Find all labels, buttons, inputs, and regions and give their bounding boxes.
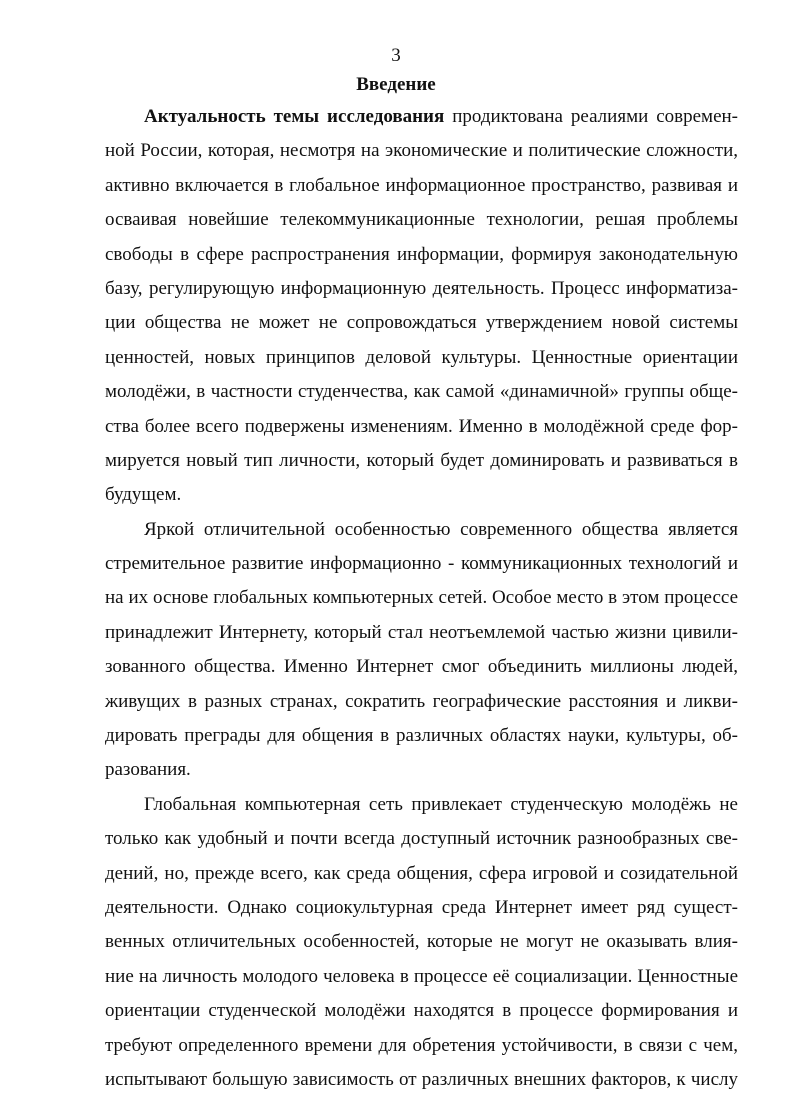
text-line: базу, регулирующую информационную деятельность. Процесс информатиза- bbox=[105, 277, 738, 299]
text-line: ции общества не может не сопровождаться утверждением новой системы bbox=[105, 312, 738, 334]
text-line: ние на личность молодого человека в процессе её социализации. Ценностные bbox=[105, 965, 738, 987]
text-line: испытывают большую зависимость от различных внешних факторов, к числу bbox=[105, 1068, 738, 1090]
text-line: Глобальная компьютерная сеть привлекает студенческую молодёжь не bbox=[144, 793, 738, 815]
text-line: ориентации студенческой молодёжи находятся в процессе формирования и bbox=[105, 1000, 738, 1022]
text-line bbox=[105, 100, 738, 134]
text-line: дений, но, прежде всего, как среда общения, сфера игровой и созидательной bbox=[105, 862, 738, 884]
bold-phrase: Актуальность темы исследования bbox=[144, 106, 445, 127]
text-line: стремительное развитие информационно - коммуникационных технологий и bbox=[105, 553, 738, 575]
text-line: живущих в разных странах, сократить географические расстояния и ликви- bbox=[105, 690, 738, 712]
text-line: активно включается в глобальное информационное пространство, развивая и bbox=[105, 174, 738, 196]
paragraph-2 bbox=[105, 513, 738, 788]
section-heading: Введение bbox=[356, 74, 436, 95]
text-line: молодёжи, в частности студенчества, как самой «динамичной» группы обще- bbox=[105, 381, 738, 403]
text-line: деятельности. Однако социокультурная среда Интернет имеет ряд сущест- bbox=[105, 896, 738, 918]
text-line: на их основе глобальных компьютерных сетей. Особое место в этом процессе bbox=[105, 587, 738, 609]
text-line: разования. bbox=[105, 759, 191, 781]
text-line: венных отличительных особенностей, которые не могут не оказывать влия- bbox=[105, 931, 738, 953]
text-line: дировать преграды для общения в различных областях науки, культуры, об- bbox=[105, 725, 738, 747]
text-line: будущем. bbox=[105, 484, 182, 506]
text-line: свободы в сфере распространения информации, формируя законодательную bbox=[105, 243, 738, 265]
text-line: принадлежит Интернету, который стал неотъемлемой частью жизни цивили- bbox=[105, 621, 738, 643]
body-text bbox=[105, 100, 738, 1097]
text-line: осваивая новейшие телекоммуникационные технологии, решая проблемы bbox=[105, 209, 738, 231]
text-line: требуют определенного времени для обретения устойчивости, в связи с чем, bbox=[105, 1034, 738, 1056]
paragraph-1 bbox=[105, 100, 738, 513]
text-line: ценностей, новых принципов деловой культуры. Ценностные ориентации bbox=[105, 346, 738, 368]
paragraph-3 bbox=[105, 788, 738, 1098]
text-line: мируется новый тип личности, который будет доминировать и развиваться в bbox=[105, 449, 738, 471]
text-line: только как удобный и почти всегда доступный источник разнообразных све- bbox=[105, 828, 738, 850]
text-line: ной России, которая, несмотря на экономические и политические сложности, bbox=[105, 140, 738, 162]
page-number: 3 bbox=[391, 45, 401, 66]
text-line: Яркой отличительной особенностью современного общества является bbox=[144, 518, 738, 540]
text-run: продиктована реалиями современ- bbox=[444, 106, 738, 127]
text-line: ства более всего подвержены изменениям. Именно в молодёжной среде фор- bbox=[105, 415, 738, 437]
text-line: зованного общества. Именно Интернет смог объединить миллионы людей, bbox=[105, 656, 738, 678]
